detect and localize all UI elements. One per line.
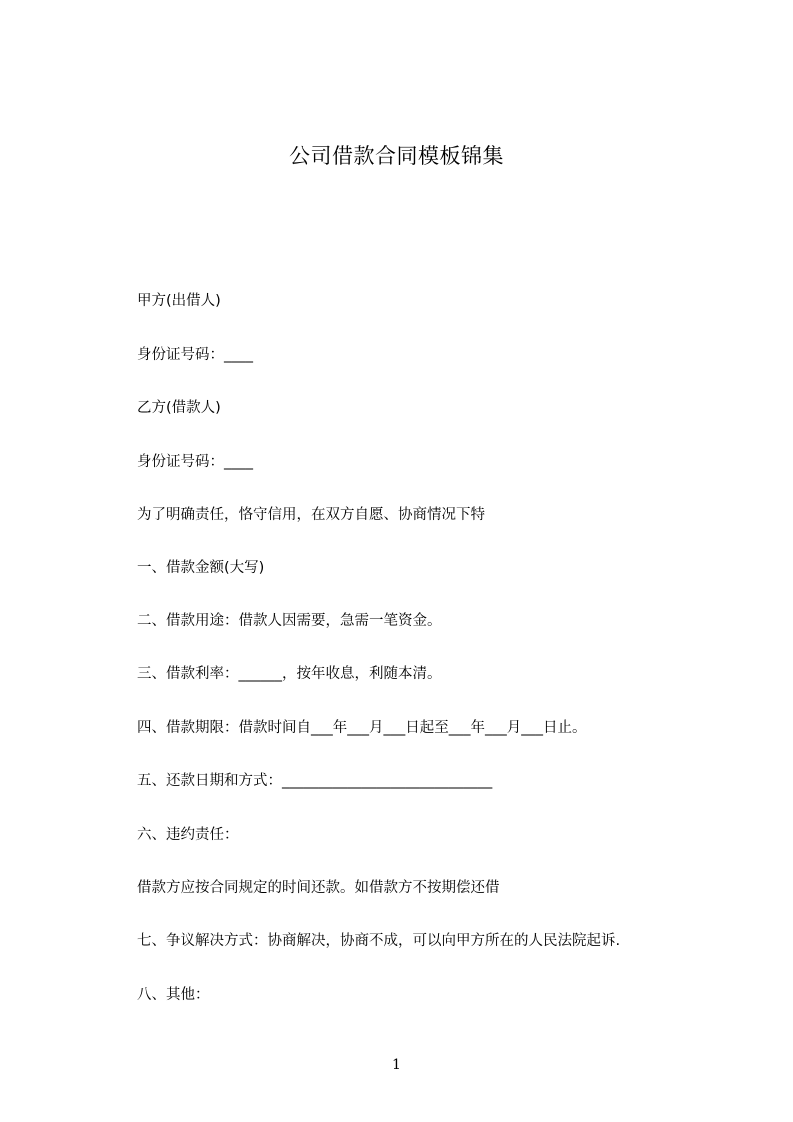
- clause-6-breach-liability: 六、违约责任：: [137, 827, 239, 843]
- clause-8-other: 八、其他：: [137, 987, 210, 1003]
- clause-5-repayment: 五、还款日期和方式：_____________________________: [137, 773, 493, 789]
- document-title: 公司借款合同模板锦集: [289, 144, 504, 168]
- party-a-id-number: 身份证号码：____: [137, 347, 253, 363]
- party-b-id-number: 身份证号码：____: [137, 454, 253, 470]
- page-number: 1: [392, 1057, 401, 1073]
- party-a-lender: 甲方(出借人): [137, 293, 221, 309]
- clause-3-interest-rate: 三、借款利率：______，按年收息，利随本清。: [137, 666, 442, 682]
- clause-1-loan-amount: 一、借款金额(大写): [137, 560, 265, 576]
- clause-7-dispute-resolution: 七、争议解决方式：协商解决，协商不成，可以向甲方所在的人民法院起诉.: [137, 933, 621, 949]
- clause-2-loan-purpose: 二、借款用途：借款人因需要，急需一笔资金。: [137, 613, 442, 629]
- breach-detail-paragraph: 借款方应按合同规定的时间还款。如借款方不按期偿还借: [137, 880, 500, 896]
- party-b-borrower: 乙方(借款人): [137, 400, 221, 416]
- clause-4-loan-term: 四、借款期限：借款时间自___年___月___日起至___年___月___日止。: [137, 720, 587, 736]
- preamble-paragraph: 为了明确责任，恪守信用，在双方自愿、协商情况下特: [137, 507, 485, 523]
